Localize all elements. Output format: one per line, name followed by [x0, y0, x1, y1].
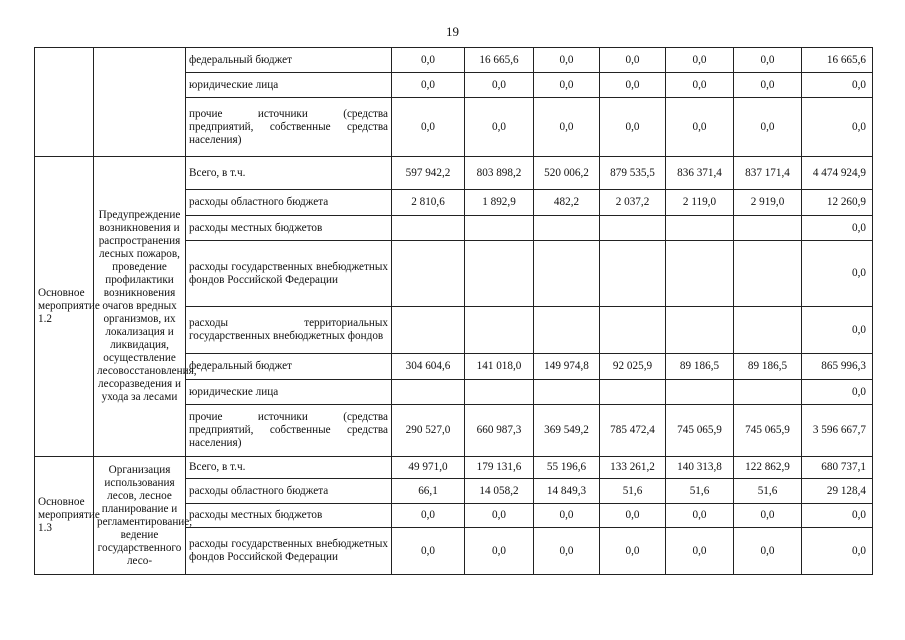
value-cell: 49 971,0	[392, 457, 465, 479]
value-cell	[392, 307, 465, 354]
value-cell: 0,0	[534, 528, 600, 575]
value-cell: 0,0	[392, 98, 465, 157]
value-cell: 0,0	[666, 504, 734, 528]
value-cell: 2 810,6	[392, 190, 465, 216]
value-cell: 0,0	[734, 504, 802, 528]
source-cell: федеральный бюджет	[186, 354, 392, 380]
source-cell: федеральный бюджет	[186, 48, 392, 73]
source-cell: расходы территориальных государственных внебюджетных фондов	[186, 307, 392, 354]
source-cell: прочие источники (средства предприятий, собственные средства населения)	[186, 405, 392, 457]
value-cell: 149 974,8	[534, 354, 600, 380]
value-cell	[666, 380, 734, 405]
total-cell: 680 737,1	[802, 457, 873, 479]
source-cell: расходы местных бюджетов	[186, 216, 392, 241]
value-cell: 133 261,2	[600, 457, 666, 479]
total-cell: 3 596 667,7	[802, 405, 873, 457]
event-description: Организация использования лесов, лесное планирование и регламентирование, ведение государственного лесо-	[94, 457, 186, 575]
page-number: 19	[446, 24, 459, 39]
source-cell: прочие источники (средства предприятий, собственные средства населения)	[186, 98, 392, 157]
value-cell: 0,0	[465, 504, 534, 528]
value-cell	[666, 241, 734, 307]
total-cell: 0,0	[802, 307, 873, 354]
value-cell: 0,0	[534, 98, 600, 157]
value-cell	[734, 380, 802, 405]
value-cell	[666, 307, 734, 354]
value-cell: 837 171,4	[734, 157, 802, 190]
table-row	[35, 48, 873, 73]
value-cell: 520 006,2	[534, 157, 600, 190]
table-body	[35, 48, 873, 575]
table-row	[35, 157, 873, 190]
total-cell: 29 128,4	[802, 479, 873, 504]
total-cell: 12 260,9	[802, 190, 873, 216]
value-cell	[465, 380, 534, 405]
value-cell: 51,6	[666, 479, 734, 504]
table-row	[35, 457, 873, 479]
value-cell: 14 849,3	[534, 479, 600, 504]
value-cell: 0,0	[734, 98, 802, 157]
source-cell: расходы государственных внебюджетных фондов Российской Федерации	[186, 241, 392, 307]
value-cell: 140 313,8	[666, 457, 734, 479]
total-cell: 0,0	[802, 504, 873, 528]
total-cell: 0,0	[802, 216, 873, 241]
value-cell: 369 549,2	[534, 405, 600, 457]
value-cell: 89 186,5	[734, 354, 802, 380]
value-cell: 179 131,6	[465, 457, 534, 479]
value-cell: 51,6	[734, 479, 802, 504]
value-cell: 0,0	[392, 73, 465, 98]
value-cell	[465, 241, 534, 307]
value-cell: 0,0	[734, 73, 802, 98]
value-cell	[734, 307, 802, 354]
source-cell: Всего, в т.ч.	[186, 157, 392, 190]
total-cell: 0,0	[802, 73, 873, 98]
source-cell: расходы государственных внебюджетных фондов Российской Федерации	[186, 528, 392, 575]
value-cell	[666, 216, 734, 241]
value-cell: 0,0	[465, 73, 534, 98]
value-cell	[392, 380, 465, 405]
value-cell: 0,0	[600, 98, 666, 157]
value-cell: 0,0	[666, 528, 734, 575]
value-cell: 2 119,0	[666, 190, 734, 216]
description-cell-empty	[94, 48, 186, 157]
value-cell: 290 527,0	[392, 405, 465, 457]
value-cell: 2 037,2	[600, 190, 666, 216]
value-cell: 0,0	[465, 528, 534, 575]
value-cell: 0,0	[600, 504, 666, 528]
value-cell: 0,0	[734, 48, 802, 73]
value-cell: 597 942,2	[392, 157, 465, 190]
value-cell: 0,0	[392, 528, 465, 575]
value-cell: 0,0	[666, 98, 734, 157]
value-cell	[600, 216, 666, 241]
financing-table	[34, 47, 873, 575]
source-cell: расходы областного бюджета	[186, 479, 392, 504]
value-cell: 141 018,0	[465, 354, 534, 380]
event-code: Основное мероприятие 1.2	[35, 157, 94, 457]
total-cell: 16 665,6	[802, 48, 873, 73]
source-cell: юридические лица	[186, 380, 392, 405]
event-code: Основное мероприятие 1.3	[35, 457, 94, 575]
value-cell: 0,0	[534, 48, 600, 73]
value-cell	[392, 216, 465, 241]
value-cell: 785 472,4	[600, 405, 666, 457]
value-cell: 803 898,2	[465, 157, 534, 190]
value-cell	[534, 241, 600, 307]
source-cell: юридические лица	[186, 73, 392, 98]
value-cell	[534, 307, 600, 354]
value-cell: 66,1	[392, 479, 465, 504]
total-cell: 0,0	[802, 528, 873, 575]
value-cell	[600, 380, 666, 405]
source-cell: расходы местных бюджетов	[186, 504, 392, 528]
value-cell	[465, 307, 534, 354]
value-cell	[534, 380, 600, 405]
event-description: Предупреждение возникновения и распространения лесных пожаров, проведение профилактики возникновения очагов вредных организмов, их локализация и ликвидация, осуществление лесовосстановления, лесоразведения и ухода за лесами	[94, 157, 186, 457]
total-cell: 0,0	[802, 380, 873, 405]
value-cell: 660 987,3	[465, 405, 534, 457]
value-cell: 836 371,4	[666, 157, 734, 190]
total-cell: 865 996,3	[802, 354, 873, 380]
value-cell: 55 196,6	[534, 457, 600, 479]
value-cell: 51,6	[600, 479, 666, 504]
total-cell: 0,0	[802, 241, 873, 307]
value-cell: 745 065,9	[734, 405, 802, 457]
value-cell: 16 665,6	[465, 48, 534, 73]
value-cell	[534, 216, 600, 241]
value-cell: 0,0	[392, 48, 465, 73]
value-cell	[392, 241, 465, 307]
value-cell: 0,0	[534, 504, 600, 528]
value-cell: 879 535,5	[600, 157, 666, 190]
value-cell: 0,0	[392, 504, 465, 528]
value-cell	[600, 307, 666, 354]
value-cell	[734, 241, 802, 307]
value-cell: 0,0	[666, 48, 734, 73]
value-cell	[600, 241, 666, 307]
source-cell: расходы областного бюджета	[186, 190, 392, 216]
value-cell	[465, 216, 534, 241]
total-cell: 4 474 924,9	[802, 157, 873, 190]
value-cell: 0,0	[734, 528, 802, 575]
value-cell: 0,0	[666, 73, 734, 98]
total-cell: 0,0	[802, 98, 873, 157]
value-cell: 745 065,9	[666, 405, 734, 457]
value-cell: 482,2	[534, 190, 600, 216]
value-cell: 304 604,6	[392, 354, 465, 380]
value-cell: 92 025,9	[600, 354, 666, 380]
source-cell: Всего, в т.ч.	[186, 457, 392, 479]
value-cell: 1 892,9	[465, 190, 534, 216]
value-cell: 0,0	[600, 48, 666, 73]
value-cell	[734, 216, 802, 241]
value-cell: 122 862,9	[734, 457, 802, 479]
code-cell-empty	[35, 48, 94, 157]
value-cell: 89 186,5	[666, 354, 734, 380]
value-cell: 0,0	[534, 73, 600, 98]
value-cell: 14 058,2	[465, 479, 534, 504]
value-cell: 0,0	[600, 73, 666, 98]
value-cell: 0,0	[465, 98, 534, 157]
value-cell: 0,0	[600, 528, 666, 575]
value-cell: 2 919,0	[734, 190, 802, 216]
